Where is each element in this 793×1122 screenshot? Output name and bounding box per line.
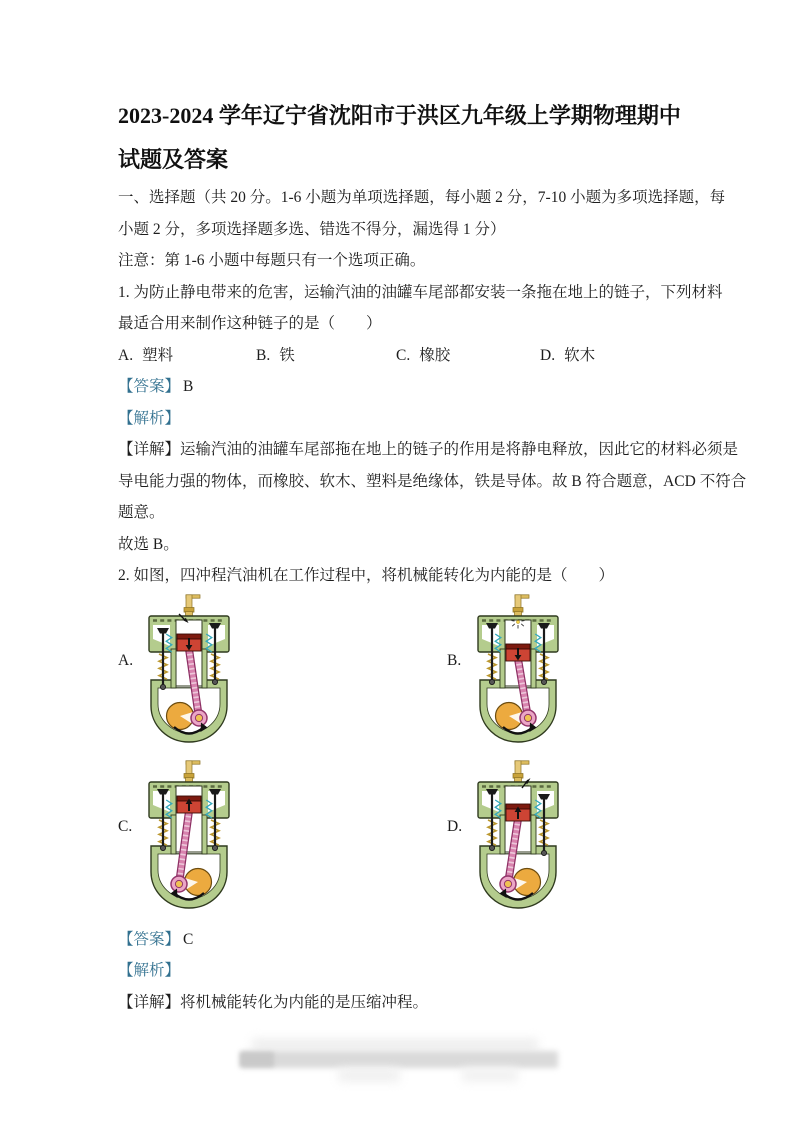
q2-figures-row-2 (118, 758, 718, 924)
q1-option-c (396, 340, 450, 372)
q2-detail-line: 【详解】将机械能转化为内能的是压缩冲程。 (118, 993, 429, 1011)
title-line-1: 2023-2024 学年辽宁省沈阳市于洪区九年级上学期物理期中 (118, 103, 681, 128)
q1-option-a-label: A. (118, 346, 134, 364)
q2-figure-a-label: A. (118, 651, 134, 669)
q2-figure-b (447, 592, 564, 754)
q1-option-d (540, 340, 595, 372)
watermark-blur-bottom-2 (462, 1068, 518, 1082)
q1-conclusion-line: 故选 B。 (118, 535, 179, 553)
q1-stem-line-1: 1. 为防止静电带来的危害，运输汽油的油罐车尾部都安装一条拖在地上的链子，下列材料 (118, 283, 723, 301)
engine-diagram-exhaust-stroke (472, 760, 564, 920)
q2-figures-row-1 (118, 592, 718, 758)
q1-detail-line-2: 导电能力强的物体，而橡胶、软木、塑料是绝缘体，铁是导体。故 B 符合题意，ACD 不符合 (118, 472, 747, 490)
engine-diagram-intake-stroke (143, 594, 235, 754)
document-title (118, 94, 718, 182)
q2-figure-b-label: B. (447, 651, 462, 669)
engine-diagram-power-stroke (472, 594, 564, 754)
watermark-blur-main (240, 1051, 558, 1068)
q1-options-row (118, 340, 718, 372)
q1-option-b-text: 铁 (279, 346, 295, 364)
q2-answer-value: C (183, 930, 194, 948)
watermark-blur-edge (240, 1052, 274, 1067)
document-content (118, 0, 747, 1018)
q1-detail-line-3: 题意。 (118, 504, 165, 521)
four-stroke-engine-illustration (472, 760, 564, 920)
q1-option-b (256, 340, 295, 372)
analysis-tag: 【解析】 (118, 962, 181, 979)
q1-stem-line-2: 最适合用来制作这种链子的是（ ） (118, 315, 382, 332)
q1-option-d-text: 软木 (564, 346, 596, 364)
watermark-blur-bottom-1 (338, 1068, 400, 1082)
q2-figure-a (118, 592, 235, 754)
q2-figure-d-label: D. (447, 817, 463, 835)
q1-option-c-text: 橡胶 (419, 346, 451, 364)
q2-figure-c-label: C. (118, 817, 133, 835)
q2-analysis-line (118, 955, 718, 987)
engine-diagram-compression-stroke (143, 760, 235, 920)
title-line-2: 试题及答案 (118, 147, 229, 172)
q1-detail-line-1: 【详解】运输汽油的油罐车尾部拖在地上的链子的作用是将静电释放，因此它的材料必须是 (118, 441, 739, 458)
q1-analysis-line (118, 403, 718, 435)
q1-answer-value: B (183, 378, 194, 395)
q2-answer-line (118, 924, 718, 956)
q2-figure-d (447, 758, 564, 920)
q1-option-d-label: D. (540, 346, 556, 364)
four-stroke-engine-illustration (143, 760, 235, 920)
section-header-line-2: 小题 2 分，多项选择题多选、错选不得分，漏选得 1 分） (118, 220, 506, 238)
section-note: 注意：第 1-6 小题中每题只有一个选项正确。 (118, 252, 426, 269)
section-header-line-1: 一、选择题（共 20 分。1-6 小题为单项选择题，每小题 2 分，7-10 小题为多项选择题，每 (118, 189, 726, 206)
answer-tag: 【答案】 (118, 930, 181, 948)
q2-figure-c (118, 758, 235, 920)
four-stroke-engine-illustration (143, 594, 235, 754)
q1-answer-line (118, 371, 718, 403)
q1-option-a-text: 塑料 (142, 346, 174, 364)
q1-option-b-label: B. (256, 346, 271, 364)
q2-stem-line: 2. 如图，四冲程汽油机在工作过程中，将机械能转化为内能的是（ ） (118, 567, 615, 584)
analysis-tag: 【解析】 (118, 409, 181, 427)
q1-option-c-label: C. (396, 346, 411, 364)
four-stroke-engine-illustration (472, 594, 564, 754)
answer-tag: 【答案】 (118, 378, 181, 395)
q1-option-a (118, 340, 173, 372)
watermark-blur-top (252, 1039, 538, 1050)
